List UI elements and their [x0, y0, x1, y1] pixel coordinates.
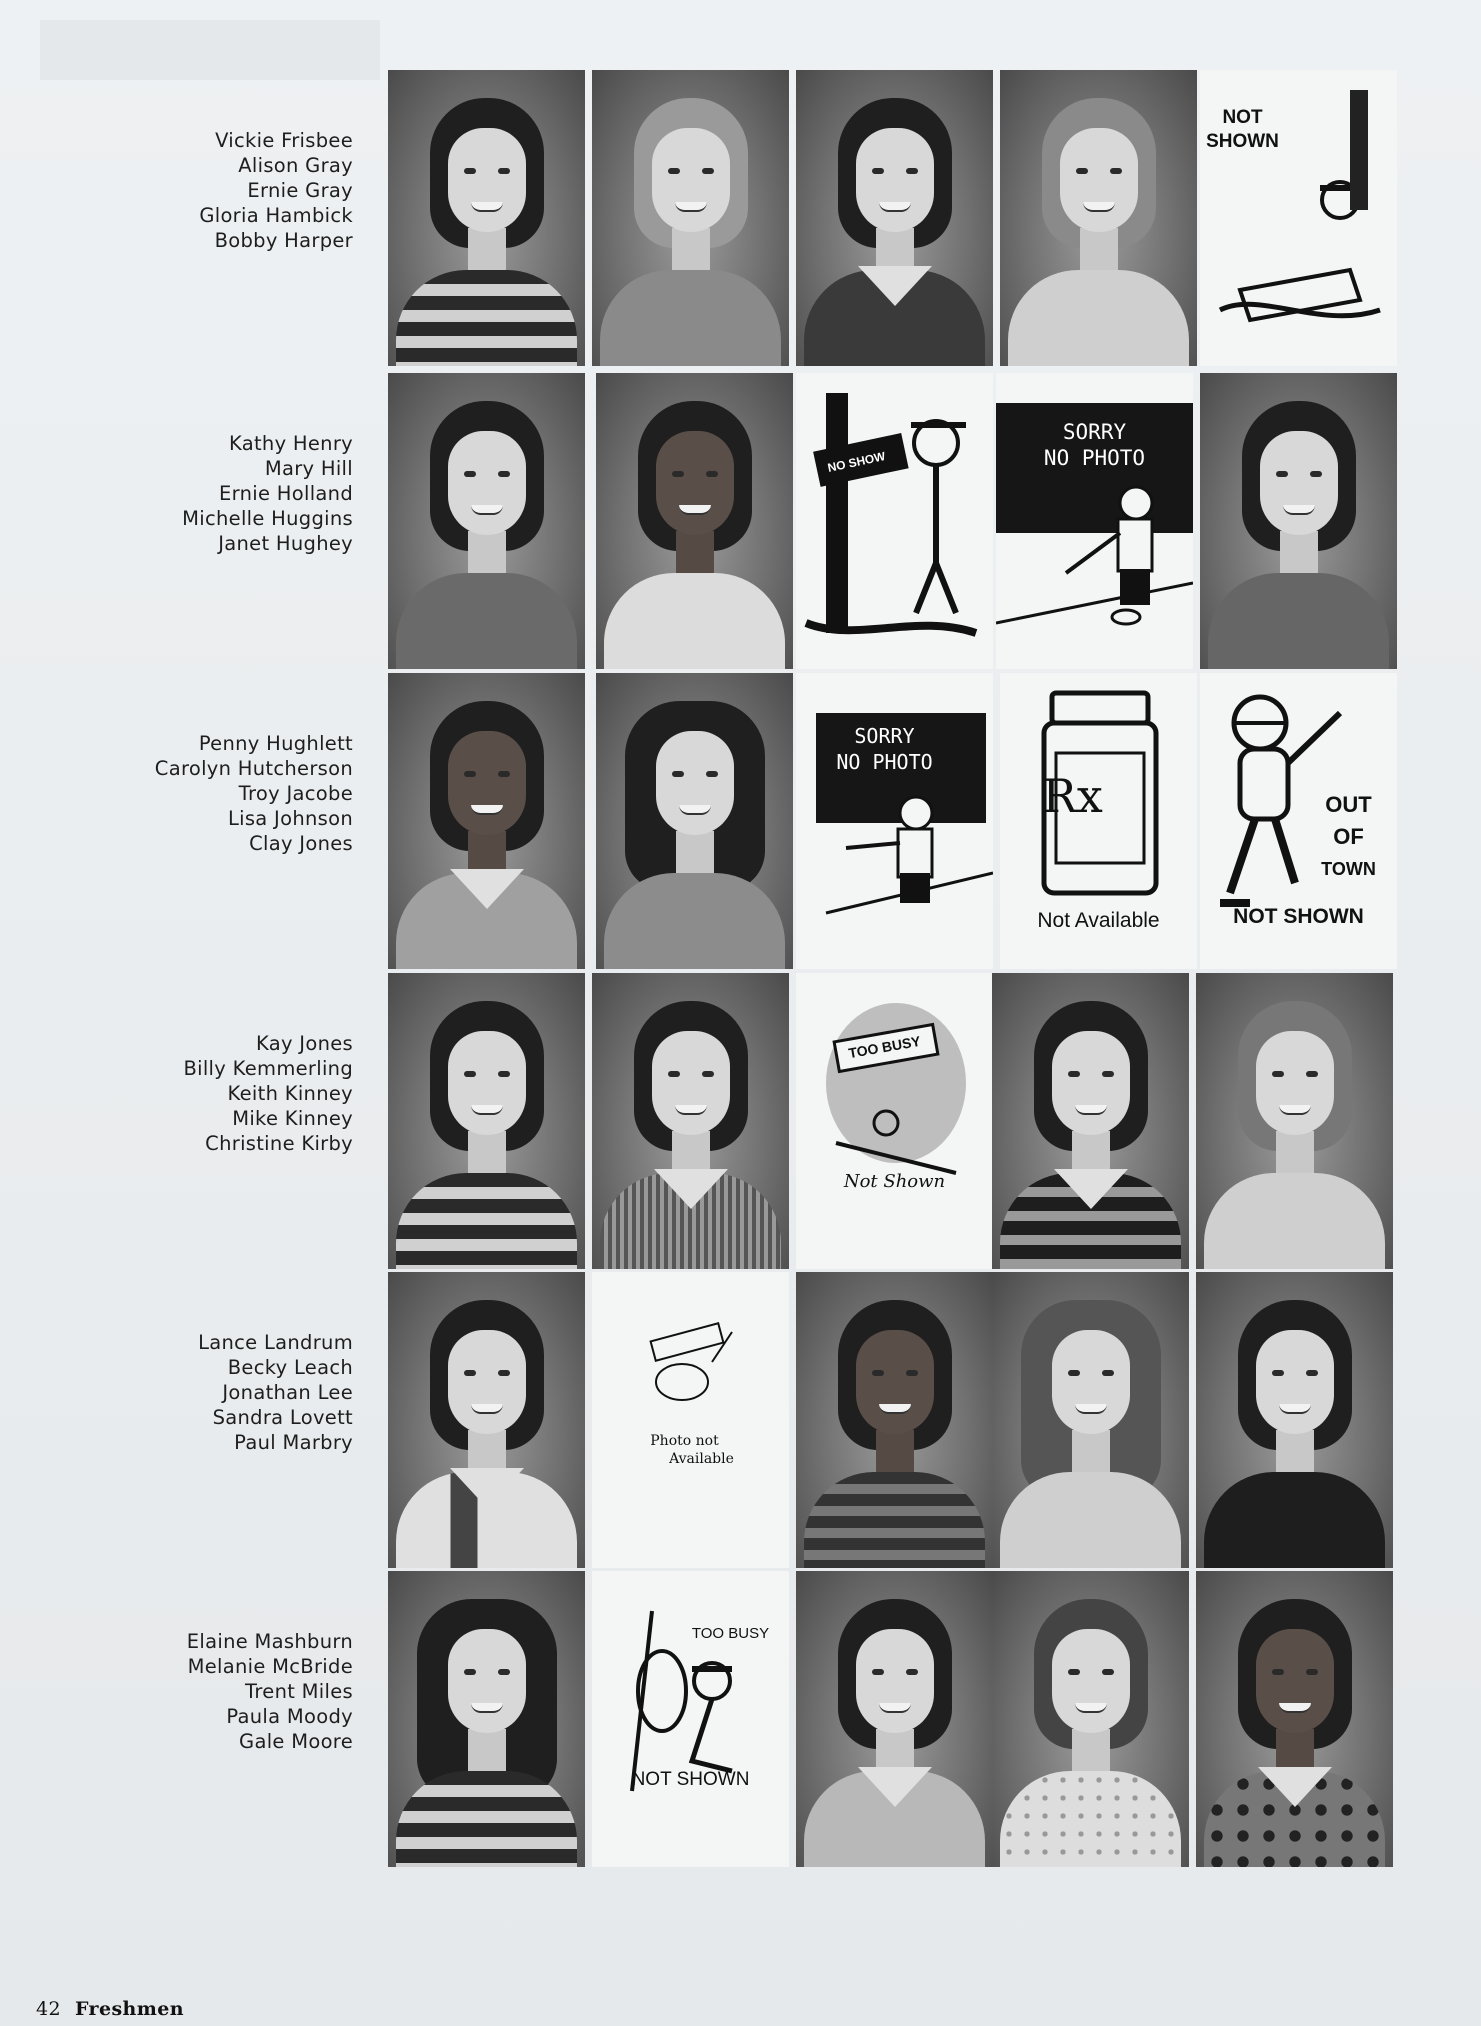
student-name: Bobby Harper — [214, 229, 353, 252]
student-name: Mike Kinney — [232, 1107, 353, 1130]
student-portrait — [992, 973, 1189, 1269]
sign-text: TOO BUSY — [847, 1032, 922, 1062]
student-name: Ernie Holland — [219, 482, 353, 505]
student-portrait — [592, 70, 789, 366]
student-portrait — [388, 70, 585, 366]
student-name: Carolyn Hutcherson — [154, 757, 353, 780]
not-shown-cartoon — [1200, 70, 1397, 366]
student-portrait — [1196, 1571, 1393, 1867]
name-list — [155, 731, 353, 856]
rx-label: Rx — [1042, 769, 1103, 823]
name-list — [187, 1629, 353, 1754]
student-name: Gale Moore — [239, 1730, 353, 1753]
student-portrait — [388, 1571, 585, 1867]
name-list — [182, 431, 353, 556]
placeholder-caption: OUT OF TOWN — [1321, 792, 1376, 879]
not-shown-cartoon — [592, 1272, 789, 1568]
signpost-cowboy-icon — [796, 373, 993, 669]
student-name: Billy Kemmerling — [183, 1057, 353, 1080]
student-name: Paula Moody — [226, 1705, 353, 1728]
faded-heading-bleedthrough — [40, 20, 380, 80]
placeholder-caption: Not Available — [1037, 909, 1160, 932]
page-number: 42 — [36, 1998, 61, 2020]
name-list — [198, 1330, 353, 1455]
student-name: Paul Marbry — [234, 1431, 353, 1454]
student-name: Christine Kirby — [205, 1132, 353, 1155]
student-portrait — [1200, 373, 1397, 669]
student-portrait — [796, 1272, 993, 1568]
student-name: Michelle Huggins — [182, 507, 353, 530]
fishing-sign-icon — [592, 1571, 789, 1867]
not-shown-cartoon — [1000, 673, 1197, 969]
section-title: Freshmen — [74, 1998, 184, 2020]
student-name: Vickie Frisbee — [215, 129, 353, 152]
student-name: Lance Landrum — [198, 1331, 353, 1354]
name-list — [183, 1031, 353, 1156]
student-name: Sandra Lovett — [212, 1406, 353, 1429]
placeholder-caption: Not Shown — [843, 1171, 946, 1192]
placeholder-caption: Photo not Available — [650, 1433, 734, 1467]
student-name: Trent Miles — [245, 1680, 353, 1703]
student-name: Kay Jones — [255, 1032, 353, 1055]
student-portrait — [388, 1272, 585, 1568]
student-portrait — [1000, 70, 1197, 366]
not-shown-cartoon — [796, 373, 993, 669]
placeholder-caption: SORRY NO PHOTO — [836, 724, 933, 774]
sign-text: NO SHOW — [826, 449, 887, 475]
student-name: Keith Kinney — [227, 1082, 353, 1105]
student-portrait — [388, 673, 585, 969]
placeholder-caption: NOT SHOWN — [1233, 905, 1364, 928]
student-portrait — [1196, 1272, 1393, 1568]
student-name: Gloria Hambick — [199, 204, 353, 227]
student-name: Clay Jones — [249, 832, 353, 855]
student-name: Troy Jacobe — [238, 782, 353, 805]
not-shown-cartoon — [796, 973, 993, 1269]
student-name: Lisa Johnson — [227, 807, 353, 830]
student-name: Melanie McBride — [187, 1655, 353, 1678]
student-portrait — [596, 673, 793, 969]
name-list — [199, 128, 353, 253]
not-shown-cartoon — [1200, 673, 1397, 969]
placeholder-caption: SORRY NO PHOTO — [1043, 420, 1146, 470]
student-name: Mary Hill — [264, 457, 353, 480]
not-shown-cartoon — [796, 673, 993, 969]
student-name: Jonathan Lee — [222, 1381, 353, 1404]
student-portrait — [592, 973, 789, 1269]
chalkboard-boy-icon — [796, 673, 993, 969]
student-name: Penny Hughlett — [198, 732, 353, 755]
student-portrait — [1196, 973, 1393, 1269]
student-name: Elaine Mashburn — [186, 1630, 353, 1653]
student-name: Janet Hughey — [218, 532, 353, 555]
student-name: Kathy Henry — [228, 432, 353, 455]
student-portrait — [992, 1272, 1189, 1568]
student-portrait — [796, 70, 993, 366]
student-name: Alison Gray — [238, 154, 353, 177]
placeholder-caption: NOT SHOWN — [631, 1769, 750, 1790]
student-portrait — [388, 373, 585, 669]
not-shown-cartoon — [592, 1571, 789, 1867]
gone-fishing-icon — [592, 1272, 789, 1568]
student-portrait — [388, 973, 585, 1269]
student-portrait — [992, 1571, 1189, 1867]
page-footer — [36, 1998, 184, 2020]
student-name: Ernie Gray — [247, 179, 353, 202]
sign-text: TOO BUSY — [691, 1625, 770, 1642]
student-name: Becky Leach — [227, 1356, 353, 1379]
too-busy-lounging-icon — [796, 973, 993, 1269]
student-portrait — [596, 373, 793, 669]
student-portrait — [796, 1571, 993, 1867]
not-shown-cartoon — [996, 373, 1193, 669]
chalkboard-boy-icon — [996, 373, 1193, 669]
placeholder-caption: NOT SHOWN — [1206, 107, 1279, 152]
